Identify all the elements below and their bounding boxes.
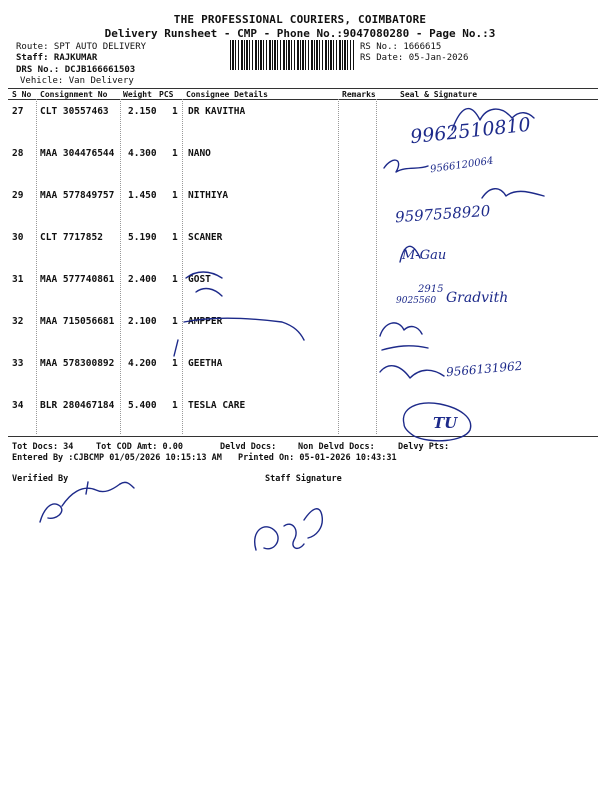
row-consignee: GOST: [188, 274, 211, 285]
row-pcs: 1: [172, 190, 178, 201]
row-sno: 32: [12, 316, 24, 327]
signature-stroke: [403, 403, 470, 441]
handwritten-phone: 9566120064: [429, 155, 495, 176]
runsheet-subtitle: Delivery Runsheet - CMP - Phone No.:9047080280 - Page No.:3: [104, 27, 496, 40]
signature-stroke: [384, 160, 428, 172]
row-consignment: CLT 30557463: [40, 106, 109, 117]
col-seal-signature: Seal & Signature: [400, 90, 478, 99]
vehicle-label: Vehicle: Van Delivery: [20, 76, 134, 86]
row-sno: 33: [12, 358, 24, 369]
row-weight: 2.100: [128, 316, 157, 327]
signature-stroke: [86, 482, 134, 494]
total-cod-amount: Tot COD Amt: 0.00: [96, 442, 183, 452]
row-consignment: BLR 280467184: [40, 400, 115, 411]
signature-stroke: [255, 524, 304, 550]
row-consignee: GEETHA: [188, 358, 223, 369]
col-weight: Weight: [123, 90, 152, 99]
handwritten-note: 2915: [418, 284, 444, 295]
total-docs: Tot Docs: 34: [12, 442, 74, 452]
printed-on: Printed On: 05-01-2026 10:43:31: [238, 453, 397, 463]
verified-by-label: Verified By: [12, 474, 69, 484]
staff-signature-label: Staff Signature: [265, 474, 342, 484]
row-consignee: TESLA CARE: [188, 400, 246, 411]
staff-label: Staff: RAJKUMAR: [16, 53, 98, 63]
row-sno: 30: [12, 232, 24, 243]
row-sno: 28: [12, 148, 24, 159]
row-sno: 31: [12, 274, 24, 285]
row-consignment: MAA 577849757: [40, 190, 115, 201]
signature-stroke: [174, 340, 178, 356]
row-consignment: MAA 578300892: [40, 358, 115, 369]
signature-stroke: [184, 318, 304, 340]
row-consignee: NANO: [188, 148, 211, 159]
row-weight: 5.400: [128, 400, 157, 411]
row-consignee: DR KAVITHA: [188, 106, 246, 117]
row-weight: 5.190: [128, 232, 157, 243]
row-sno: 29: [12, 190, 24, 201]
row-weight: 2.400: [128, 274, 157, 285]
handwritten-phone: 9566131962: [445, 358, 523, 380]
row-sno: 34: [12, 400, 24, 411]
col-pcs: PCS: [159, 90, 174, 99]
handwritten-note: 9025560: [396, 296, 437, 306]
row-weight: 4.300: [128, 148, 157, 159]
row-consignee: SCANER: [188, 232, 223, 243]
signature-stroke: [186, 272, 222, 296]
signature-stroke: [40, 484, 120, 522]
row-weight: 1.450: [128, 190, 157, 201]
company-name: THE PROFESSIONAL COURIERS, COIMBATORE: [173, 13, 427, 26]
row-consignment: MAA 715056681: [40, 316, 115, 327]
row-consignee: NITHIYA: [188, 190, 229, 201]
signature-stroke: [380, 366, 444, 378]
signature-stroke: [380, 323, 428, 350]
rs-date: RS Date: 05-Jan-2026: [360, 53, 469, 63]
signature-stroke: [400, 246, 420, 262]
col-consignment: Consignment No: [40, 90, 108, 99]
signature-stroke: [304, 509, 322, 538]
row-consignee: AMPPER: [188, 316, 223, 327]
col-remarks: Remarks: [342, 90, 376, 99]
row-pcs: 1: [172, 274, 178, 285]
non-delivered-docs: Non Delvd Docs:: [298, 442, 375, 452]
handwritten-name: Gradvith: [446, 290, 509, 306]
handwritten-initials: TU: [433, 414, 458, 432]
handwritten-phone: 9597558920: [394, 201, 491, 227]
drs-number: DRS No.: DCJB166661503: [16, 65, 136, 75]
row-pcs: 1: [172, 316, 178, 327]
col-sno: S No: [12, 90, 32, 99]
row-pcs: 1: [172, 106, 178, 117]
entered-by: Entered By :CJBCMP 01/05/2026 10:15:13 AM: [12, 453, 222, 463]
handwritten-phone: 9962510810: [409, 113, 532, 149]
handwritten-name: M-Gau: [402, 248, 447, 263]
row-weight: 4.200: [128, 358, 157, 369]
col-consignee: Consignee Details: [186, 90, 268, 99]
delivered-docs: Delvd Docs:: [220, 442, 277, 452]
row-sno: 27: [12, 106, 24, 117]
row-pcs: 1: [172, 358, 178, 369]
delivery-points: Delvy Pts:: [398, 442, 450, 452]
row-weight: 2.150: [128, 106, 157, 117]
row-pcs: 1: [172, 148, 178, 159]
rs-number: RS No.: 1666615: [360, 42, 442, 52]
row-pcs: 1: [172, 232, 178, 243]
signature-stroke: [452, 109, 534, 130]
signature-stroke: [482, 189, 544, 198]
row-consignment: MAA 577740861: [40, 274, 115, 285]
row-consignment: MAA 304476544: [40, 148, 115, 159]
row-consignment: CLT 7717852: [40, 232, 103, 243]
route-label: Route: SPT AUTO DELIVERY: [16, 42, 147, 52]
row-pcs: 1: [172, 400, 178, 411]
